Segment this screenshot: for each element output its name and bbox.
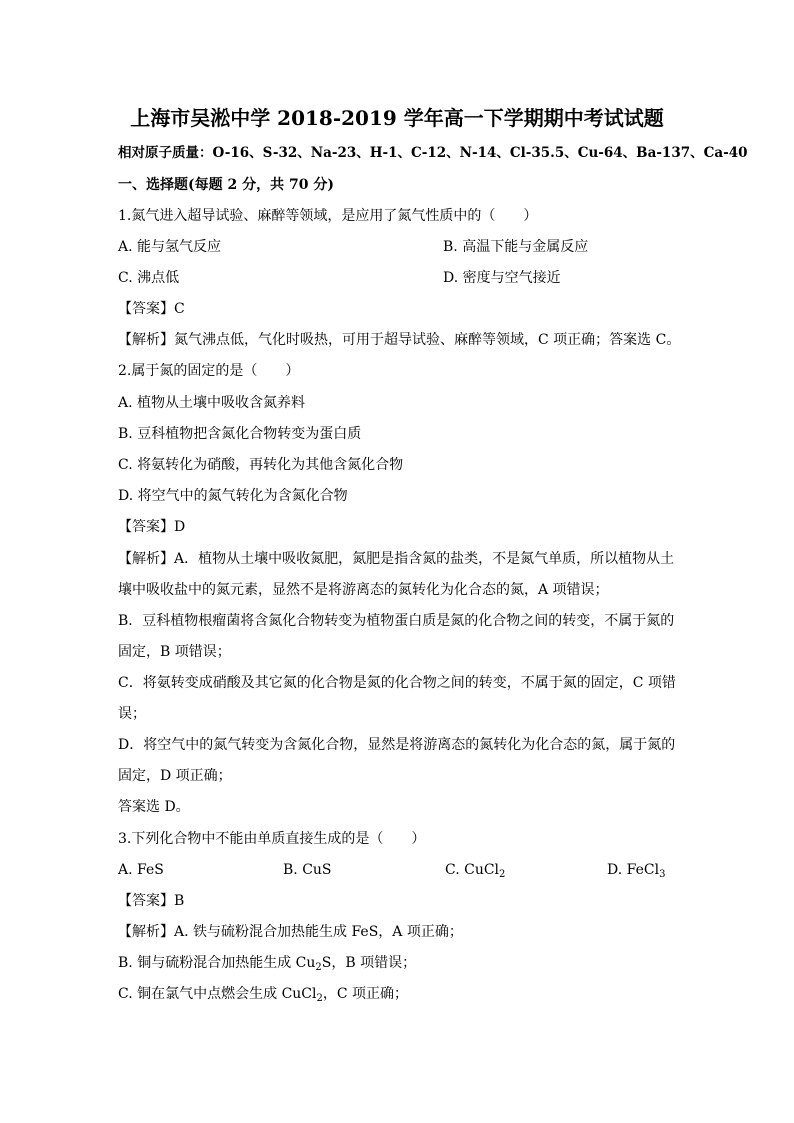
q2-option-b: B. 豆科植物把含氮化合物转变为蛋白质	[118, 426, 362, 442]
q3-option-a: A. FeS	[118, 862, 164, 878]
q2-analysis-line: C．将氨转变成硝酸及其它氮的化合物是氮的化合物之间的转变，不属于氮的固定，C 项错	[118, 675, 676, 691]
q2-stem: 2.属于氮的固定的是（ ）	[118, 363, 300, 379]
q1-stem: 1.氮气进入超导试验、麻醉等领域，是应用了氮气性质中的（ ）	[118, 208, 538, 224]
q3-option-d: D. FeCl$_3$	[607, 862, 666, 880]
q3-answer: 【答案】B	[118, 893, 185, 909]
q1-option-c: C. 沸点低	[118, 270, 180, 286]
q1-option-b: B. 高温下能与金属反应	[443, 239, 589, 255]
page-title: 上海市吴淞中学 2018-2019 学年高一下学期期中考试试题	[130, 106, 664, 130]
q2-analysis-line: 【解析】A．植物从土壤中吸收氮肥，氮肥是指含氮的盐类，不是氮气单质，所以植物从土	[118, 551, 675, 567]
q2-option-c: C. 将氨转化为硝酸，再转化为其他含氮化合物	[118, 457, 404, 473]
q1-answer: 【答案】C	[118, 301, 185, 317]
q2-analysis-line: 答案选 D。	[118, 799, 190, 815]
q3-analysis-b: B. 铜与硫粉混合加热能生成 $Cu_2S$，B 项错误；	[118, 955, 417, 973]
q2-analysis-line: B．豆科植物根瘤菌将含氮化合物转变为植物蛋白质是氮的化合物之间的转变，不属于氮的	[118, 613, 675, 629]
q2-analysis-line: 固定，B 项错误；	[118, 644, 231, 660]
q3-option-c: C. CuCl$_2$	[445, 862, 506, 880]
q2-analysis-line: 固定，D 项正确；	[118, 768, 232, 784]
q1-analysis: 【解析】氮气沸点低，气化时吸热，可用于超导试验、麻醉等领域，C 项正确；答案选 C。	[118, 332, 681, 348]
q3-stem: 3.下列化合物中不能由单质直接生成的是（ ）	[118, 831, 426, 847]
q3-option-b: B. CuS	[283, 862, 332, 878]
q3-analysis-a: 【解析】A. 铁与硫粉混合加热能生成 FeS，A 项正确；	[118, 924, 463, 940]
q2-option-d: D. 将空气中的氮气转化为含氮化合物	[118, 488, 348, 504]
q2-analysis-line: 壤中吸收盐中的氮元素，显然不是将游离态的氮转化为化合态的氮，A 项错误；	[118, 582, 609, 598]
atomic-masses: 相对原子质量：O-16、S-32、Na-23、H-1、C-12、N-14、Cl-35.5、Cu-64、Ba-137、Ca-40	[118, 145, 748, 161]
q2-answer: 【答案】D	[118, 519, 186, 535]
q1-option-a: A. 能与氢气反应	[118, 239, 222, 255]
q2-analysis-line: D．将空气中的氮气转变为含氮化合物，显然是将游离态的氮转化为化合态的氮，属于氮的	[118, 737, 676, 753]
q1-option-d: D. 密度与空气接近	[443, 270, 561, 286]
q2-analysis-line: 误；	[118, 706, 146, 722]
section-heading: 一、选择题(每题 2 分，共 70 分)	[118, 177, 334, 193]
q3-analysis-c: C. 铜在氯气中点燃会生成 CuCl$_2$，C 项正确；	[118, 986, 409, 1004]
q2-option-a: A. 植物从土壤中吸收含氮养料	[118, 395, 306, 411]
